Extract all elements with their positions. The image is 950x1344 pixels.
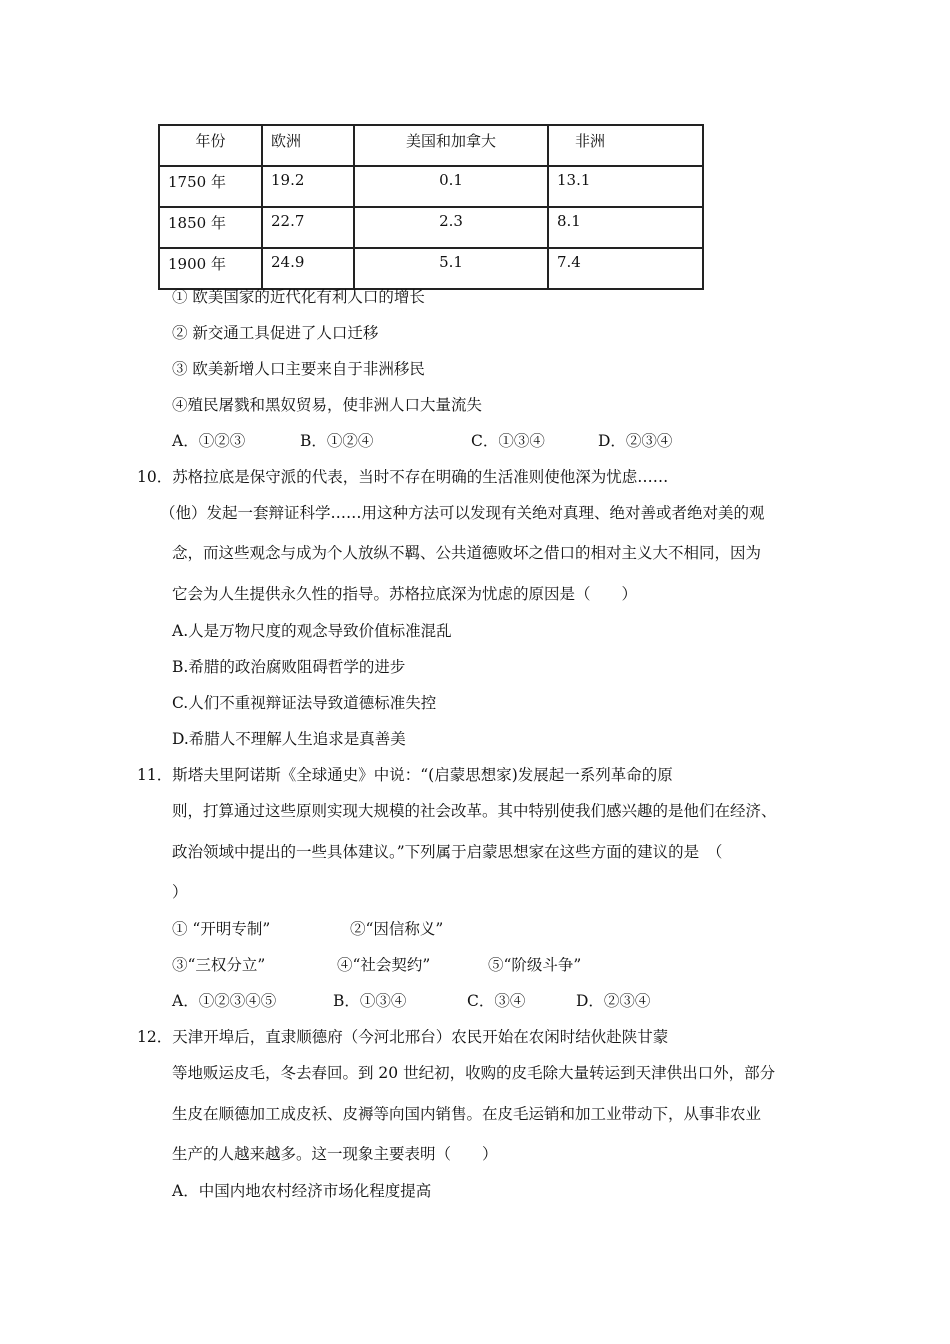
cell-africa: 7.4 [548, 248, 703, 289]
q12-stem-line-2: 等地贩运皮毛，冬去春回。到 20 世纪初，收购的皮毛除大量转运到天津供出口外，部分 [172, 1064, 776, 1082]
cell-us-canada: 0.1 [354, 166, 548, 207]
q10-option-a: A.人是万物尺度的观念导致价值标准混乱 [172, 622, 452, 640]
q10-stem-line-3: 念，而这些观念与成为个人放纵不羁、公共道德败坏之借口的相对主义大不相同，因为 [172, 544, 762, 562]
cell-year: 1850 年 [159, 207, 262, 248]
q11-stem-line-4: ） [172, 883, 188, 901]
header-us-canada: 美国和加拿大 [354, 125, 548, 166]
q10-option-c: C.人们不重视辩证法导致道德标准失控 [172, 694, 437, 712]
q11-stem-line-3: 政治领域中提出的一些具体建议。”下列属于启蒙思想家在这些方面的建议的是 （ [172, 843, 723, 861]
q11-option-a: A．①②③④⑤ [172, 992, 277, 1010]
q9-option-a: A．①②③ [172, 432, 246, 450]
q12-stem-line-4: 生产的人越来越多。这一现象主要表明（ ） [172, 1145, 498, 1163]
cell-africa: 8.1 [548, 207, 703, 248]
cell-year: 1750 年 [159, 166, 262, 207]
population-table [158, 124, 704, 290]
q10-option-d: D.希腊人不理解人生追求是真善美 [172, 730, 406, 748]
q11-item-4: ④“社会契约” [337, 956, 431, 974]
cell-europe: 24.9 [262, 248, 354, 289]
cell-africa: 13.1 [548, 166, 703, 207]
q9-option-d: D．②③④ [598, 432, 673, 450]
table-header-row [159, 125, 703, 166]
q9-statement-2: ② 新交通工具促进了人口迁移 [172, 324, 379, 342]
q11-option-d: D．②③④ [576, 992, 651, 1010]
header-africa: 非洲 [548, 125, 703, 166]
q9-statement-1: ① 欧美国家的近代化有利人口的增长 [172, 288, 425, 306]
header-europe: 欧洲 [262, 125, 354, 166]
q9-statement-4: ④殖民屠戮和黑奴贸易，使非洲人口大量流失 [172, 396, 483, 414]
header-year: 年份 [159, 125, 262, 166]
cell-us-canada: 5.1 [354, 248, 548, 289]
cell-year: 1900 年 [159, 248, 262, 289]
q12-stem-line-3: 生皮在顺德加工成皮袄、皮褥等向国内销售。在皮毛运销和加工业带动下，从事非农业 [172, 1105, 762, 1123]
q11-item-3: ③“三权分立” [172, 956, 266, 974]
q11-item-5: ⑤“阶级斗争” [488, 956, 582, 974]
q10-stem-line-1: 10．苏格拉底是保守派的代表，当时不存在明确的生活准则使他深为忧虑…… [137, 468, 669, 486]
q12-option-a: A．中国内地农村经济市场化程度提高 [172, 1182, 432, 1200]
q9-option-b: B．①②④ [300, 432, 374, 450]
q10-stem-line-2: （他）发起一套辩证科学……用这种方法可以发现有关绝对真理、绝对善或者绝对美的观 [160, 504, 765, 522]
cell-europe: 22.7 [262, 207, 354, 248]
q11-item-2: ②“因信称义” [350, 920, 444, 938]
q11-item-1: ① “开明专制” [172, 920, 271, 938]
q11-option-c: C．③④ [467, 992, 526, 1010]
cell-us-canada: 2.3 [354, 207, 548, 248]
table-row [159, 248, 703, 289]
q9-option-c: C．①③④ [471, 432, 545, 450]
q11-stem-line-1: 11．斯塔夫里阿诺斯《全球通史》中说：“(启蒙思想家)发展起一系列革命的原 [137, 766, 673, 784]
q10-option-b: B.希腊的政治腐败阻碍哲学的进步 [172, 658, 406, 676]
q10-stem-line-4: 它会为人生提供永久性的指导。苏格拉底深为忧虑的原因是（ ） [172, 585, 638, 603]
table-row [159, 166, 703, 207]
q12-stem-line-1: 12．天津开埠后，直隶顺德府（今河北邢台）农民开始在农闲时结伙赴陕甘蒙 [137, 1028, 669, 1046]
cell-europe: 19.2 [262, 166, 354, 207]
table-row [159, 207, 703, 248]
q9-statement-3: ③ 欧美新增人口主要来自于非洲移民 [172, 360, 425, 378]
q11-stem-line-2: 则，打算通过这些原则实现大规模的社会改革。其中特别使我们感兴趣的是他们在经济、 [172, 802, 777, 820]
q11-option-b: B．①③④ [333, 992, 407, 1010]
